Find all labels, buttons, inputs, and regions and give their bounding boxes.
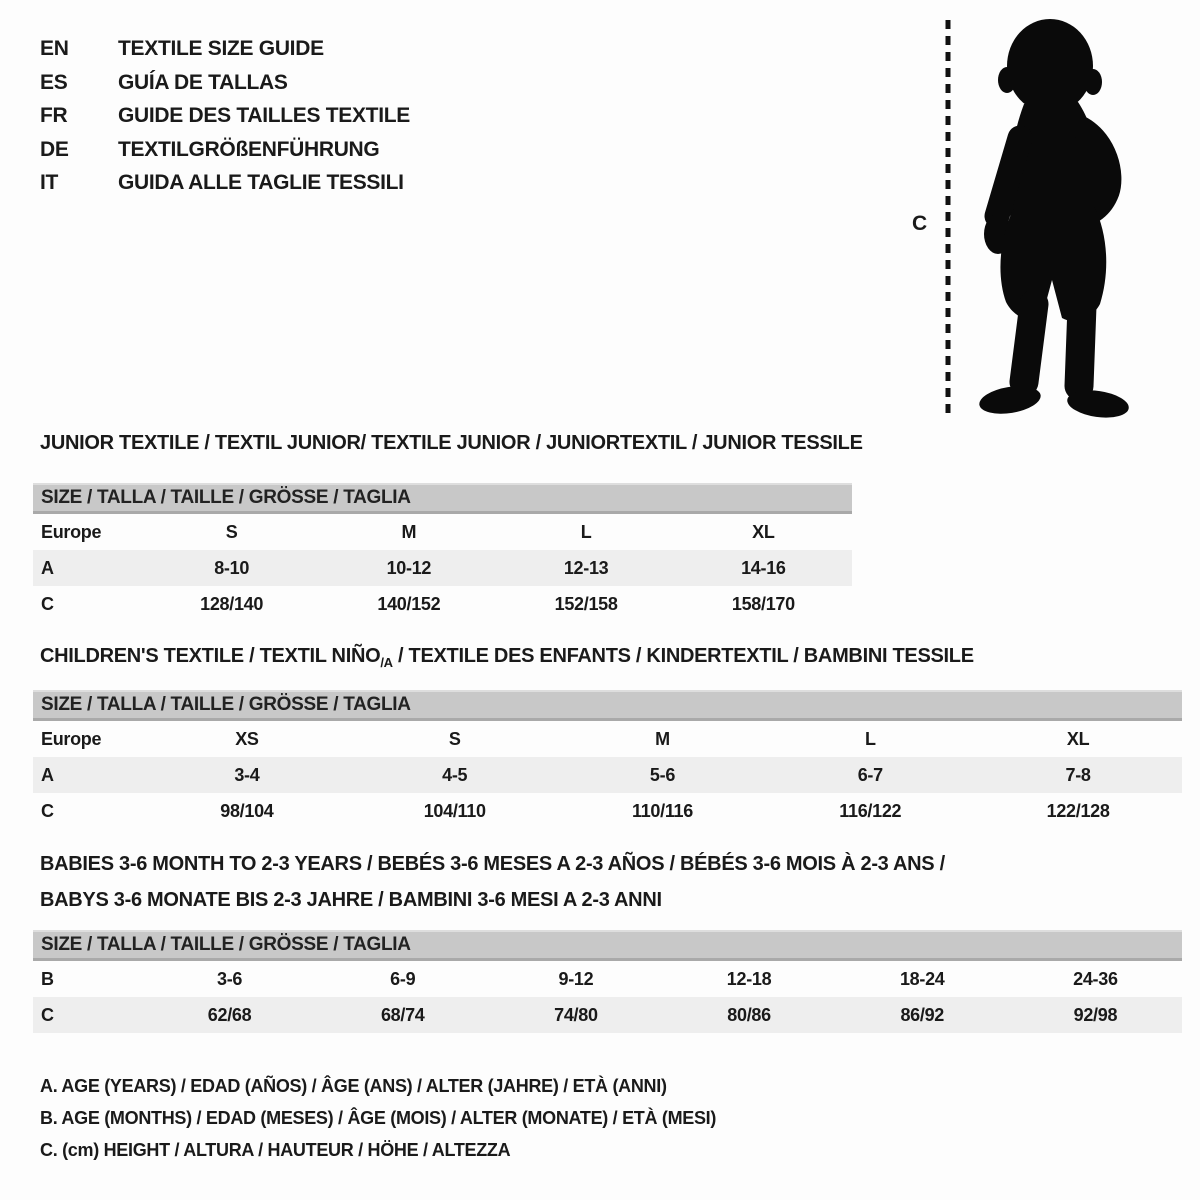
lang-row-de [40, 133, 410, 167]
children-title-post: / TEXTILE DES ENFANTS / KINDERTEXTIL / BAMBINI TESSILE [392, 645, 974, 667]
lang-title: GUIDA ALLE TAGLIE TESSILI [118, 171, 404, 194]
size-cell: XL [1066, 729, 1090, 749]
children-title-sub: /A [380, 655, 393, 670]
size-cell: L [864, 729, 876, 749]
size-cell: 3-6 [217, 969, 243, 989]
babies-title-line1: BABIES 3-6 MONTH TO 2-3 YEARS / BEBÉS 3-6 MESES A 2-3 AÑOS / BÉBÉS 3-6 MOIS À 2-3 ANS / [40, 853, 945, 875]
size-cell: L [580, 522, 592, 542]
children-title-pre: CHILDREN'S TEXTILE / TEXTIL NIÑO [40, 645, 381, 667]
size-cell: 86/92 [900, 1005, 945, 1025]
size-cell: 10-12 [386, 558, 432, 578]
size-cell: 68/74 [380, 1005, 425, 1025]
children-size-table [33, 690, 1182, 829]
size-table-header: SIZE / TALLA / TAILLE / GRÖSSE / TAGLIA [33, 930, 1182, 961]
size-cell: XL [752, 522, 775, 542]
junior-section-title: JUNIOR TEXTILE / TEXTIL JUNIOR/ TEXTILE JUNIOR / JUNIORTEXTIL / JUNIOR TESSILE [40, 432, 863, 454]
table-row-europe [33, 514, 852, 550]
lang-code: EN [40, 37, 69, 60]
lang-code: ES [40, 70, 68, 94]
size-cell: 128/140 [200, 594, 264, 614]
size-cell: 62/68 [207, 1005, 252, 1025]
size-cell: 5-6 [649, 765, 676, 785]
row-label: Europe [41, 522, 102, 542]
size-cell: 4-5 [442, 765, 468, 785]
size-cell: 3-4 [234, 765, 260, 785]
size-cell: M [401, 522, 417, 542]
babies-title-line2: BABYS 3-6 MONATE BIS 2-3 JAHRE / BAMBINI 3-6 MESI A 2-3 ANNI [40, 889, 662, 911]
row-label: A [41, 765, 54, 785]
size-cell: 104/110 [423, 801, 486, 821]
size-cell: 80/86 [727, 1005, 771, 1025]
lang-code: DE [40, 137, 69, 161]
size-cell: 18-24 [899, 969, 945, 989]
row-label: C [41, 594, 54, 614]
table-row-age [33, 550, 852, 586]
row-label: B [41, 969, 54, 989]
lang-code: IT [40, 171, 59, 194]
size-cell: XS [235, 729, 259, 749]
size-cell: 24-36 [1073, 969, 1118, 989]
table-row-height [33, 586, 852, 622]
size-table-header: SIZE / TALLA / TAILLE / GRÖSSE / TAGLIA [33, 690, 1182, 721]
size-cell: 6-9 [390, 969, 416, 989]
language-header [40, 32, 410, 200]
lang-row-es [40, 66, 410, 100]
size-cell: 12-18 [726, 969, 772, 989]
table-row-height [33, 997, 1182, 1033]
size-cell: 7-8 [1065, 765, 1091, 785]
junior-size-table [33, 483, 852, 622]
lang-title: GUIDE DES TAILLES TEXTILE [118, 104, 410, 127]
size-cell: 92/98 [1073, 1005, 1118, 1025]
size-cell: 8-10 [214, 558, 250, 578]
size-cell: 6-7 [857, 765, 883, 785]
dashed-measure-line-icon [944, 18, 952, 418]
size-cell: 158/170 [731, 594, 795, 614]
size-cell: 74/80 [554, 1005, 598, 1025]
size-cell: 116/122 [839, 801, 902, 821]
row-label: C [41, 801, 54, 821]
toddler-silhouette-icon [960, 16, 1146, 422]
size-cell: 12-13 [563, 558, 609, 578]
height-measure-label: C [912, 212, 927, 235]
size-cell: 14-16 [741, 558, 786, 578]
size-cell: S [225, 522, 238, 542]
lang-row-fr [40, 99, 410, 133]
lang-row-it [40, 166, 410, 200]
row-label: Europe [41, 729, 102, 749]
lang-title: TEXTILE SIZE GUIDE [118, 37, 324, 60]
babies-section-title [40, 846, 945, 918]
size-cell: 9-12 [558, 969, 594, 989]
legend [40, 1070, 716, 1166]
legend-line-b: B. AGE (MONTHS) / EDAD (MESES) / ÂGE (MOIS) / ALTER (MONATE) / ETÀ (MESI) [40, 1108, 717, 1128]
lang-row-en [40, 32, 410, 66]
table-row-europe [33, 721, 1182, 757]
lang-title: TEXTILGRÖßENFÜHRUNG [118, 137, 380, 161]
table-row-age-months [33, 961, 1182, 997]
size-cell: 122/128 [1046, 801, 1110, 821]
size-cell: 98/104 [220, 801, 274, 821]
size-cell: S [448, 729, 461, 749]
row-label: A [41, 558, 54, 578]
table-row-height [33, 793, 1182, 829]
size-cell: 152/158 [554, 594, 618, 614]
lang-code: FR [40, 104, 68, 127]
size-cell: M [655, 729, 670, 749]
size-cell: 140/152 [377, 594, 441, 614]
lang-title: GUÍA DE TALLAS [118, 70, 288, 94]
size-cell: 110/116 [632, 801, 693, 821]
table-row-age [33, 757, 1182, 793]
babies-size-table [33, 930, 1182, 1033]
size-table-header: SIZE / TALLA / TAILLE / GRÖSSE / TAGLIA [33, 483, 852, 514]
children-section-title [40, 645, 974, 670]
row-label: C [41, 1005, 54, 1025]
legend-line-c: C. (cm) HEIGHT / ALTURA / HAUTEUR / HÖHE / ALTEZZA [40, 1140, 511, 1160]
legend-line-a: A. AGE (YEARS) / EDAD (AÑOS) / ÂGE (ANS) / ALTER (JAHRE) / ETÀ (ANNI) [40, 1076, 667, 1096]
